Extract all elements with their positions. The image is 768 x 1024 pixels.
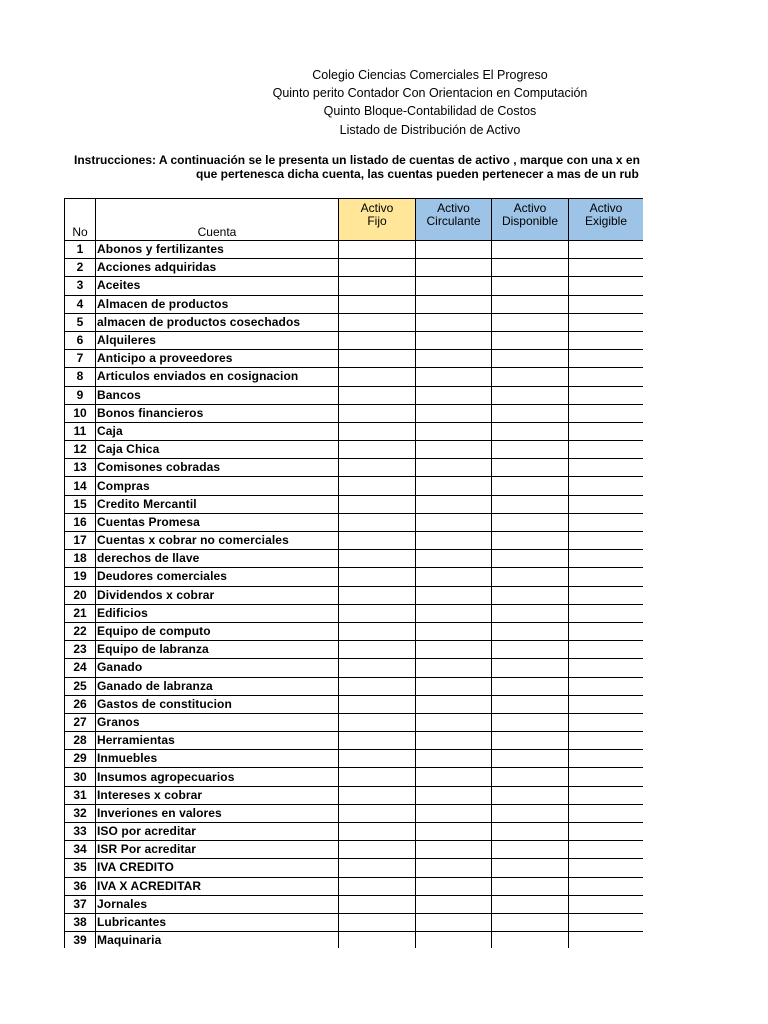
mark-cell-activo-fijo[interactable] bbox=[339, 513, 416, 531]
table-row bbox=[65, 877, 644, 895]
mark-cell-activo-disponible[interactable] bbox=[492, 750, 569, 768]
table-viewport bbox=[64, 198, 643, 948]
mark-cell-activo-circulante[interactable] bbox=[416, 895, 492, 913]
mark-cell-activo-circulante[interactable] bbox=[416, 259, 492, 277]
table-row bbox=[65, 277, 644, 295]
table-row bbox=[65, 459, 644, 477]
row-number: 18 bbox=[65, 550, 96, 568]
mark-cell-activo-exigible[interactable] bbox=[569, 295, 644, 313]
table-row bbox=[65, 532, 644, 550]
mark-cell-activo-circulante[interactable] bbox=[416, 604, 492, 622]
mark-cell-activo-fijo[interactable] bbox=[339, 604, 416, 622]
mark-cell-activo-circulante[interactable] bbox=[416, 877, 492, 895]
account-name: Dividendos x cobrar bbox=[96, 586, 339, 604]
mark-cell-activo-circulante[interactable] bbox=[416, 313, 492, 331]
mark-cell-activo-exigible[interactable] bbox=[569, 441, 644, 459]
mark-cell-activo-circulante[interactable] bbox=[416, 331, 492, 349]
mark-cell-activo-circulante[interactable] bbox=[416, 713, 492, 731]
header-activo-disponible-line1: Activo bbox=[513, 201, 547, 215]
table-row bbox=[65, 641, 644, 659]
mark-cell-activo-fijo[interactable] bbox=[339, 259, 416, 277]
mark-cell-activo-fijo[interactable] bbox=[339, 695, 416, 713]
account-name: Intereses x cobrar bbox=[96, 786, 339, 804]
table-row bbox=[65, 368, 644, 386]
row-number: 16 bbox=[65, 513, 96, 531]
mark-cell-activo-disponible[interactable] bbox=[492, 859, 569, 877]
mark-cell-activo-disponible[interactable] bbox=[492, 695, 569, 713]
mark-cell-activo-circulante[interactable] bbox=[416, 586, 492, 604]
instructions-line-1: Instrucciones: A continuación se le presenta un listado de cuentas de activo , marque con una x en bbox=[74, 153, 640, 167]
row-number: 22 bbox=[65, 622, 96, 640]
table-row bbox=[65, 604, 644, 622]
row-number: 27 bbox=[65, 713, 96, 731]
account-name: Herramientas bbox=[96, 732, 339, 750]
row-number: 37 bbox=[65, 895, 96, 913]
mark-cell-activo-disponible[interactable] bbox=[492, 368, 569, 386]
row-number: 25 bbox=[65, 677, 96, 695]
mark-cell-activo-circulante[interactable] bbox=[416, 441, 492, 459]
row-number: 17 bbox=[65, 532, 96, 550]
row-number: 38 bbox=[65, 913, 96, 931]
account-name: Compras bbox=[96, 477, 339, 495]
header-activo-fijo bbox=[339, 199, 416, 241]
table-row bbox=[65, 477, 644, 495]
account-name: Maquinaria bbox=[96, 932, 339, 948]
mark-cell-activo-disponible[interactable] bbox=[492, 386, 569, 404]
mark-cell-activo-fijo[interactable] bbox=[339, 895, 416, 913]
row-number: 7 bbox=[65, 350, 96, 368]
table-row bbox=[65, 441, 644, 459]
account-name: Insumos agropecuarios bbox=[96, 768, 339, 786]
mark-cell-activo-exigible[interactable] bbox=[569, 804, 644, 822]
mark-cell-activo-fijo[interactable] bbox=[339, 622, 416, 640]
account-name: Credito Mercantil bbox=[96, 495, 339, 513]
row-number: 1 bbox=[65, 241, 96, 259]
account-name: ISO por acreditar bbox=[96, 823, 339, 841]
table-row bbox=[65, 823, 644, 841]
account-name: Anticipo a proveedores bbox=[96, 350, 339, 368]
row-number: 10 bbox=[65, 404, 96, 422]
table-row bbox=[65, 913, 644, 931]
row-number: 36 bbox=[65, 877, 96, 895]
row-number: 3 bbox=[65, 277, 96, 295]
header-activo-circulante-line2: Circulante bbox=[426, 214, 481, 228]
table-row bbox=[65, 313, 644, 331]
mark-cell-activo-disponible[interactable] bbox=[492, 586, 569, 604]
table-row bbox=[65, 750, 644, 768]
table-row bbox=[65, 259, 644, 277]
mark-cell-activo-disponible[interactable] bbox=[492, 604, 569, 622]
mark-cell-activo-circulante[interactable] bbox=[416, 622, 492, 640]
mark-cell-activo-exigible[interactable] bbox=[569, 841, 644, 859]
table-row bbox=[65, 513, 644, 531]
mark-cell-activo-exigible[interactable] bbox=[569, 495, 644, 513]
header-activo-fijo-line2: Fijo bbox=[367, 214, 387, 228]
mark-cell-activo-disponible[interactable] bbox=[492, 441, 569, 459]
mark-cell-activo-disponible[interactable] bbox=[492, 495, 569, 513]
row-number: 11 bbox=[65, 422, 96, 440]
mark-cell-activo-exigible[interactable] bbox=[569, 386, 644, 404]
header-activo-disponible bbox=[492, 199, 569, 241]
mark-cell-activo-fijo[interactable] bbox=[339, 932, 416, 948]
mark-cell-activo-exigible[interactable] bbox=[569, 732, 644, 750]
mark-cell-activo-exigible[interactable] bbox=[569, 259, 644, 277]
mark-cell-activo-fijo[interactable] bbox=[339, 441, 416, 459]
mark-cell-activo-fijo[interactable] bbox=[339, 641, 416, 659]
table-body bbox=[65, 241, 644, 949]
account-name: IVA CREDITO bbox=[96, 859, 339, 877]
mark-cell-activo-fijo[interactable] bbox=[339, 368, 416, 386]
mark-cell-activo-disponible[interactable] bbox=[492, 313, 569, 331]
row-number: 35 bbox=[65, 859, 96, 877]
mark-cell-activo-circulante[interactable] bbox=[416, 695, 492, 713]
table-row bbox=[65, 932, 644, 948]
table-row bbox=[65, 241, 644, 259]
account-name: Edificios bbox=[96, 604, 339, 622]
mark-cell-activo-disponible[interactable] bbox=[492, 477, 569, 495]
mark-cell-activo-disponible[interactable] bbox=[492, 241, 569, 259]
mark-cell-activo-fijo[interactable] bbox=[339, 532, 416, 550]
mark-cell-activo-disponible[interactable] bbox=[492, 786, 569, 804]
mark-cell-activo-exigible[interactable] bbox=[569, 823, 644, 841]
mark-cell-activo-fijo[interactable] bbox=[339, 313, 416, 331]
course-name: Quinto perito Contador Con Orientacion en Computación bbox=[272, 86, 588, 101]
table-row bbox=[65, 404, 644, 422]
mark-cell-activo-fijo[interactable] bbox=[339, 586, 416, 604]
account-name: Inmuebles bbox=[96, 750, 339, 768]
account-name: Ganado de labranza bbox=[96, 677, 339, 695]
row-number: 32 bbox=[65, 804, 96, 822]
row-number: 23 bbox=[65, 641, 96, 659]
mark-cell-activo-circulante[interactable] bbox=[416, 768, 492, 786]
row-number: 8 bbox=[65, 368, 96, 386]
mark-cell-activo-circulante[interactable] bbox=[416, 550, 492, 568]
mark-cell-activo-exigible[interactable] bbox=[569, 604, 644, 622]
mark-cell-activo-fijo[interactable] bbox=[339, 913, 416, 931]
table-row bbox=[65, 586, 644, 604]
table-row bbox=[65, 350, 644, 368]
mark-cell-activo-disponible[interactable] bbox=[492, 550, 569, 568]
row-number: 24 bbox=[65, 659, 96, 677]
mark-cell-activo-exigible[interactable] bbox=[569, 932, 644, 948]
account-name: Equipo de computo bbox=[96, 622, 339, 640]
account-name: Jornales bbox=[96, 895, 339, 913]
header-activo-circulante-line1: Activo bbox=[437, 201, 470, 215]
mark-cell-activo-fijo[interactable] bbox=[339, 732, 416, 750]
mark-cell-activo-circulante[interactable] bbox=[416, 859, 492, 877]
mark-cell-activo-fijo[interactable] bbox=[339, 877, 416, 895]
mark-cell-activo-exigible[interactable] bbox=[569, 313, 644, 331]
mark-cell-activo-disponible[interactable] bbox=[492, 277, 569, 295]
mark-cell-activo-exigible[interactable] bbox=[569, 532, 644, 550]
mark-cell-activo-exigible[interactable] bbox=[569, 241, 644, 259]
mark-cell-activo-circulante[interactable] bbox=[416, 532, 492, 550]
account-name: Bancos bbox=[96, 386, 339, 404]
mark-cell-activo-circulante[interactable] bbox=[416, 422, 492, 440]
table-row bbox=[65, 622, 644, 640]
mark-cell-activo-fijo[interactable] bbox=[339, 713, 416, 731]
mark-cell-activo-fijo[interactable] bbox=[339, 568, 416, 586]
mark-cell-activo-fijo[interactable] bbox=[339, 277, 416, 295]
table-header-row bbox=[65, 199, 644, 241]
mark-cell-activo-circulante[interactable] bbox=[416, 659, 492, 677]
mark-cell-activo-exigible[interactable] bbox=[569, 459, 644, 477]
mark-cell-activo-circulante[interactable] bbox=[416, 786, 492, 804]
mark-cell-activo-circulante[interactable] bbox=[416, 823, 492, 841]
mark-cell-activo-circulante[interactable] bbox=[416, 277, 492, 295]
mark-cell-activo-disponible[interactable] bbox=[492, 568, 569, 586]
row-number: 5 bbox=[65, 313, 96, 331]
instructions bbox=[74, 153, 640, 181]
table-row bbox=[65, 713, 644, 731]
mark-cell-activo-disponible[interactable] bbox=[492, 732, 569, 750]
table-row bbox=[65, 859, 644, 877]
mark-cell-activo-circulante[interactable] bbox=[416, 241, 492, 259]
mark-cell-activo-fijo[interactable] bbox=[339, 659, 416, 677]
header-activo-exigible bbox=[569, 199, 644, 241]
account-name: Abonos y fertilizantes bbox=[96, 241, 339, 259]
table-row bbox=[65, 768, 644, 786]
document-title: Listado de Distribución de Activo bbox=[339, 122, 521, 137]
mark-cell-activo-circulante[interactable] bbox=[416, 386, 492, 404]
mark-cell-activo-fijo[interactable] bbox=[339, 404, 416, 422]
mark-cell-activo-fijo[interactable] bbox=[339, 459, 416, 477]
row-number: 29 bbox=[65, 750, 96, 768]
table-row bbox=[65, 659, 644, 677]
mark-cell-activo-exigible[interactable] bbox=[569, 913, 644, 931]
mark-cell-activo-circulante[interactable] bbox=[416, 677, 492, 695]
row-number: 39 bbox=[65, 932, 96, 948]
table-row bbox=[65, 495, 644, 513]
mark-cell-activo-disponible[interactable] bbox=[492, 659, 569, 677]
account-name: Ganado bbox=[96, 659, 339, 677]
mark-cell-activo-disponible[interactable] bbox=[492, 422, 569, 440]
mark-cell-activo-fijo[interactable] bbox=[339, 495, 416, 513]
account-name: Acciones adquiridas bbox=[96, 259, 339, 277]
mark-cell-activo-disponible[interactable] bbox=[492, 932, 569, 948]
table-row bbox=[65, 841, 644, 859]
row-number: 13 bbox=[65, 459, 96, 477]
mark-cell-activo-circulante[interactable] bbox=[416, 350, 492, 368]
mark-cell-activo-exigible[interactable] bbox=[569, 659, 644, 677]
mark-cell-activo-circulante[interactable] bbox=[416, 932, 492, 948]
mark-cell-activo-fijo[interactable] bbox=[339, 841, 416, 859]
account-name: Granos bbox=[96, 713, 339, 731]
mark-cell-activo-fijo[interactable] bbox=[339, 750, 416, 768]
mark-cell-activo-disponible[interactable] bbox=[492, 331, 569, 349]
table-row bbox=[65, 695, 644, 713]
mark-cell-activo-fijo[interactable] bbox=[339, 422, 416, 440]
account-name: almacen de productos cosechados bbox=[96, 313, 339, 331]
table-row bbox=[65, 331, 644, 349]
account-name: Cuentas x cobrar no comerciales bbox=[96, 532, 339, 550]
row-number: 2 bbox=[65, 259, 96, 277]
header-activo-exigible-line2: Exigible bbox=[584, 214, 628, 228]
mark-cell-activo-disponible[interactable] bbox=[492, 841, 569, 859]
mark-cell-activo-disponible[interactable] bbox=[492, 295, 569, 313]
mark-cell-activo-disponible[interactable] bbox=[492, 895, 569, 913]
mark-cell-activo-exigible[interactable] bbox=[569, 404, 644, 422]
mark-cell-activo-exigible[interactable] bbox=[569, 677, 644, 695]
mark-cell-activo-disponible[interactable] bbox=[492, 641, 569, 659]
row-number: 9 bbox=[65, 386, 96, 404]
mark-cell-activo-fijo[interactable] bbox=[339, 295, 416, 313]
mark-cell-activo-fijo[interactable] bbox=[339, 477, 416, 495]
mark-cell-activo-exigible[interactable] bbox=[569, 550, 644, 568]
mark-cell-activo-disponible[interactable] bbox=[492, 513, 569, 531]
mark-cell-activo-exigible[interactable] bbox=[569, 877, 644, 895]
mark-cell-activo-exigible[interactable] bbox=[569, 477, 644, 495]
header-activo-fijo-line1: Activo bbox=[360, 201, 394, 215]
table-row bbox=[65, 422, 644, 440]
table-row bbox=[65, 295, 644, 313]
mark-cell-activo-exigible[interactable] bbox=[569, 331, 644, 349]
row-number: 28 bbox=[65, 732, 96, 750]
row-number: 14 bbox=[65, 477, 96, 495]
row-number: 34 bbox=[65, 841, 96, 859]
account-name: Lubricantes bbox=[96, 913, 339, 931]
asset-distribution-table bbox=[64, 198, 643, 948]
account-name: Caja Chica bbox=[96, 441, 339, 459]
mark-cell-activo-exigible[interactable] bbox=[569, 568, 644, 586]
row-number: 21 bbox=[65, 604, 96, 622]
header-activo-circulante bbox=[416, 199, 492, 241]
mark-cell-activo-disponible[interactable] bbox=[492, 404, 569, 422]
mark-cell-activo-fijo[interactable] bbox=[339, 550, 416, 568]
mark-cell-activo-circulante[interactable] bbox=[416, 841, 492, 859]
mark-cell-activo-exigible[interactable] bbox=[569, 422, 644, 440]
mark-cell-activo-exigible[interactable] bbox=[569, 786, 644, 804]
document-header bbox=[0, 66, 768, 139]
header-activo-exigible-line1: Activo bbox=[589, 201, 623, 215]
row-number: 4 bbox=[65, 295, 96, 313]
account-name: ISR Por acreditar bbox=[96, 841, 339, 859]
account-name: Articulos enviados en cosignacion bbox=[96, 368, 339, 386]
mark-cell-activo-circulante[interactable] bbox=[416, 404, 492, 422]
mark-cell-activo-circulante[interactable] bbox=[416, 513, 492, 531]
mark-cell-activo-disponible[interactable] bbox=[492, 622, 569, 640]
mark-cell-activo-disponible[interactable] bbox=[492, 350, 569, 368]
account-name: Cuentas Promesa bbox=[96, 513, 339, 531]
mark-cell-activo-exigible[interactable] bbox=[569, 350, 644, 368]
row-number: 19 bbox=[65, 568, 96, 586]
row-number: 15 bbox=[65, 495, 96, 513]
mark-cell-activo-fijo[interactable] bbox=[339, 823, 416, 841]
mark-cell-activo-exigible[interactable] bbox=[569, 277, 644, 295]
account-name: Inveriones en valores bbox=[96, 804, 339, 822]
table-row bbox=[65, 786, 644, 804]
school-name: Colegio Ciencias Comerciales El Progreso bbox=[312, 68, 548, 82]
mark-cell-activo-exigible[interactable] bbox=[569, 859, 644, 877]
table-row bbox=[65, 568, 644, 586]
table-row bbox=[65, 550, 644, 568]
mark-cell-activo-exigible[interactable] bbox=[569, 641, 644, 659]
mark-cell-activo-circulante[interactable] bbox=[416, 732, 492, 750]
row-number: 26 bbox=[65, 695, 96, 713]
mark-cell-activo-fijo[interactable] bbox=[339, 350, 416, 368]
row-number: 33 bbox=[65, 823, 96, 841]
row-number: 30 bbox=[65, 768, 96, 786]
instructions-line-2: que pertenesca dicha cuenta, las cuentas pueden pertenecer a mas de un rub bbox=[196, 167, 639, 181]
row-number: 20 bbox=[65, 586, 96, 604]
row-number: 31 bbox=[65, 786, 96, 804]
mark-cell-activo-circulante[interactable] bbox=[416, 913, 492, 931]
mark-cell-activo-circulante[interactable] bbox=[416, 804, 492, 822]
mark-cell-activo-fijo[interactable] bbox=[339, 241, 416, 259]
mark-cell-activo-exigible[interactable] bbox=[569, 895, 644, 913]
mark-cell-activo-fijo[interactable] bbox=[339, 804, 416, 822]
mark-cell-activo-circulante[interactable] bbox=[416, 641, 492, 659]
mark-cell-activo-exigible[interactable] bbox=[569, 513, 644, 531]
account-name: Almacen de productos bbox=[96, 295, 339, 313]
header-no: No bbox=[65, 199, 96, 241]
mark-cell-activo-circulante[interactable] bbox=[416, 568, 492, 586]
mark-cell-activo-exigible[interactable] bbox=[569, 695, 644, 713]
table-row bbox=[65, 677, 644, 695]
account-name: Bonos financieros bbox=[96, 404, 339, 422]
row-number: 12 bbox=[65, 441, 96, 459]
mark-cell-activo-disponible[interactable] bbox=[492, 913, 569, 931]
mark-cell-activo-exigible[interactable] bbox=[569, 750, 644, 768]
mark-cell-activo-circulante[interactable] bbox=[416, 295, 492, 313]
mark-cell-activo-exigible[interactable] bbox=[569, 768, 644, 786]
mark-cell-activo-exigible[interactable] bbox=[569, 713, 644, 731]
mark-cell-activo-disponible[interactable] bbox=[492, 532, 569, 550]
table-row bbox=[65, 895, 644, 913]
mark-cell-activo-fijo[interactable] bbox=[339, 677, 416, 695]
row-number: 6 bbox=[65, 331, 96, 349]
mark-cell-activo-disponible[interactable] bbox=[492, 677, 569, 695]
account-name: Alquileres bbox=[96, 331, 339, 349]
subject-name: Quinto Bloque-Contabilidad de Costos bbox=[323, 104, 537, 119]
account-name: Caja bbox=[96, 422, 339, 440]
table-row bbox=[65, 386, 644, 404]
mark-cell-activo-disponible[interactable] bbox=[492, 823, 569, 841]
mark-cell-activo-circulante[interactable] bbox=[416, 459, 492, 477]
table-row bbox=[65, 732, 644, 750]
mark-cell-activo-disponible[interactable] bbox=[492, 877, 569, 895]
account-name: derechos de llave bbox=[96, 550, 339, 568]
account-name: Gastos de constitucion bbox=[96, 695, 339, 713]
mark-cell-activo-exigible[interactable] bbox=[569, 586, 644, 604]
mark-cell-activo-circulante[interactable] bbox=[416, 750, 492, 768]
mark-cell-activo-disponible[interactable] bbox=[492, 804, 569, 822]
mark-cell-activo-circulante[interactable] bbox=[416, 495, 492, 513]
mark-cell-activo-fijo[interactable] bbox=[339, 786, 416, 804]
mark-cell-activo-fijo[interactable] bbox=[339, 768, 416, 786]
mark-cell-activo-disponible[interactable] bbox=[492, 768, 569, 786]
mark-cell-activo-fijo[interactable] bbox=[339, 859, 416, 877]
mark-cell-activo-circulante[interactable] bbox=[416, 368, 492, 386]
mark-cell-activo-fijo[interactable] bbox=[339, 386, 416, 404]
account-name: Equipo de labranza bbox=[96, 641, 339, 659]
account-name: IVA X ACREDITAR bbox=[96, 877, 339, 895]
mark-cell-activo-disponible[interactable] bbox=[492, 259, 569, 277]
mark-cell-activo-disponible[interactable] bbox=[492, 713, 569, 731]
header-activo-disponible-line2: Disponible bbox=[501, 214, 559, 228]
mark-cell-activo-exigible[interactable] bbox=[569, 622, 644, 640]
header-cuenta: Cuenta bbox=[96, 199, 339, 241]
mark-cell-activo-disponible[interactable] bbox=[492, 459, 569, 477]
account-name: Comisones cobradas bbox=[96, 459, 339, 477]
account-name: Aceites bbox=[96, 277, 339, 295]
mark-cell-activo-circulante[interactable] bbox=[416, 477, 492, 495]
table-row bbox=[65, 804, 644, 822]
account-name: Deudores comerciales bbox=[96, 568, 339, 586]
mark-cell-activo-fijo[interactable] bbox=[339, 331, 416, 349]
mark-cell-activo-exigible[interactable] bbox=[569, 368, 644, 386]
